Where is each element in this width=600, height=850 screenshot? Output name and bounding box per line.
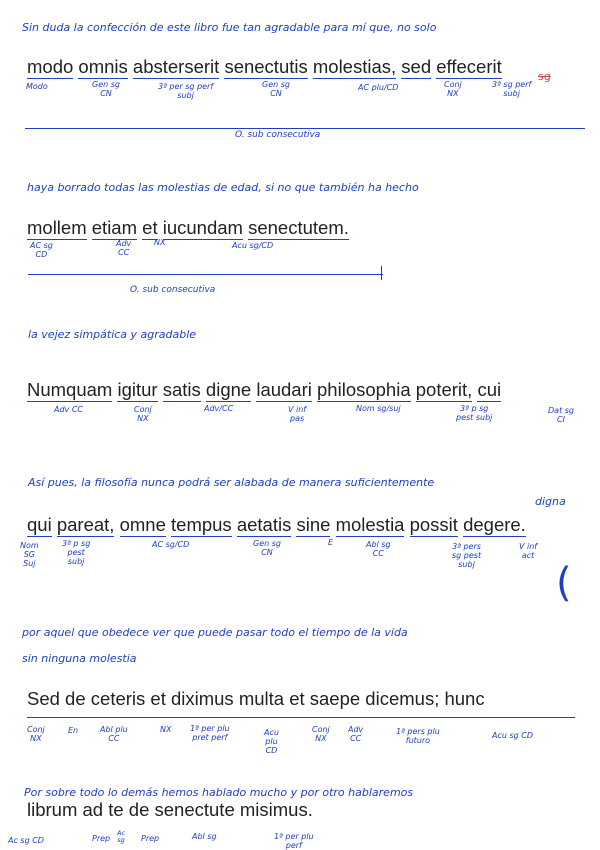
latin-word: igitur (117, 379, 158, 400)
annotation: 1ª pers plu futuro (396, 727, 440, 746)
annotation: 1ª per plu pret perf (190, 724, 230, 743)
annotation: Adv CC (116, 239, 132, 258)
annotation: Abl sg CC (366, 540, 391, 559)
annotation: 3ª p sg pest subj (456, 404, 493, 423)
latin-line-3 (27, 381, 501, 400)
latin-word: digne (205, 379, 252, 400)
annotation: AC sg CD (30, 241, 53, 260)
annotation: Modo (26, 82, 48, 91)
annotation: 3ª pers sg pest subj (452, 542, 482, 570)
latin-word: sed (401, 56, 432, 77)
latin-line-4 (27, 516, 526, 535)
latin-word: omne (119, 514, 166, 535)
latin-word: cui (477, 379, 502, 400)
latin-word: philosophia (317, 379, 411, 400)
annotation: Gen sg CN (253, 539, 281, 558)
handwritten-note-3: la vejez simpática y agradable (28, 328, 197, 341)
annotation: Conj NX (134, 405, 152, 424)
annotation: Dat sg CI (548, 406, 574, 425)
handwritten-note-5a: por aquel que obedece ver que puede pasar todo el tiempo de la vida (22, 626, 408, 639)
latin-line-1 (27, 58, 502, 77)
annotation: NX (154, 238, 166, 247)
handwritten-note-4b: digna (535, 495, 566, 508)
latin-word: senectutem. (248, 217, 349, 238)
latin-word: etiam (91, 217, 138, 238)
annotation: Gen sg CN (262, 80, 290, 99)
handwritten-note-4: Así pues, la filosofía nunca podrá ser alabada de manera suficientemente (28, 476, 435, 489)
latin-word: mollem (27, 217, 87, 238)
annotation: Prep (92, 834, 111, 843)
latin-word: Numquam (27, 379, 113, 400)
latin-word: omnis (78, 56, 128, 77)
underline (27, 717, 575, 718)
annotation: Nom sg/suj (356, 404, 401, 413)
latin-word: poterit, (415, 379, 473, 400)
annotation: NX (160, 725, 172, 734)
bracket-tick (381, 266, 382, 280)
latin-word: degere. (463, 514, 526, 535)
latin-word: possit (409, 514, 458, 535)
latin-line-5: Sed de ceteris et diximus multa et saepe dicemus; hunc (27, 688, 485, 709)
latin-word: et (142, 217, 158, 238)
annotation: Gen sg CN (92, 80, 120, 99)
annotation: AC sg/CD (152, 540, 190, 549)
latin-word: qui (27, 514, 52, 535)
clause-label-2: O. sub consecutiva (130, 285, 216, 295)
annotation: Acu plu CD (264, 728, 279, 756)
latin-word: satis (162, 379, 201, 400)
handwritten-note-5b: sin ninguna molestia (22, 652, 137, 665)
annotation: Abl sg (192, 832, 217, 841)
bracket-mark: ( (556, 560, 572, 606)
annotation: V inf act (519, 542, 538, 561)
annotation: 3ª sg perf subj (492, 80, 532, 99)
clause-label-1: O. sub consecutiva (235, 130, 321, 140)
annotation: 3ª per sg perf subj (158, 82, 214, 101)
annotation: Conj NX (27, 725, 45, 744)
annotation: Ac sg CD (8, 836, 44, 845)
handwritten-note-2: haya borrado todas las molestias de edad, si no que también ha hecho (27, 181, 419, 194)
handwritten-note-6: Por sobre todo lo demás hemos hablado mucho y por otro hablaremos (24, 786, 414, 799)
latin-word: pareat, (56, 514, 115, 535)
bracket-line-1 (25, 128, 585, 129)
latin-word: iucundam (162, 217, 243, 238)
latin-word: aetatis (236, 514, 292, 535)
bracket-line-2 (28, 274, 383, 275)
annotation: En (68, 726, 79, 735)
annotation: Adv CC (348, 725, 364, 744)
latin-word: laudari (256, 379, 312, 400)
annotation: Ac sg (117, 829, 126, 845)
annotation: Adv CC (54, 405, 83, 414)
latin-word: sine (296, 514, 331, 535)
annotation: Conj NX (312, 725, 330, 744)
annotation: Conj NX (444, 80, 462, 99)
latin-word: absterserit (132, 56, 220, 77)
annotation: AC plu/CD (358, 83, 399, 92)
annotation: Prep (141, 834, 160, 843)
annotation: Nom SG Suj (20, 541, 39, 569)
annotation: Adv/CC (204, 404, 234, 413)
annotation: E (328, 538, 334, 547)
latin-word: molestia (335, 514, 405, 535)
annotation: V inf pas (288, 405, 307, 424)
annotation: Abl plu CC (100, 725, 128, 744)
annotation: 1ª per plu perf (274, 832, 314, 850)
latin-word: tempus (171, 514, 232, 535)
latin-line-6: librum ad te de senectute misimus. (27, 799, 313, 820)
latin-word: molestias, (312, 56, 397, 77)
correction-mark: sg (538, 70, 551, 83)
annotation: 3ª p sg pest subj (62, 539, 91, 567)
latin-line-2 (27, 219, 349, 238)
handwritten-note-1: Sin duda la confección de este libro fue tan agradable para mí que, no solo (22, 21, 437, 34)
latin-word: modo (27, 56, 74, 77)
latin-word: senectutis (224, 56, 308, 77)
latin-word: effecerit (436, 56, 502, 77)
annotation: Acu sg/CD (232, 241, 274, 250)
annotation: Acu sg CD (492, 731, 534, 740)
